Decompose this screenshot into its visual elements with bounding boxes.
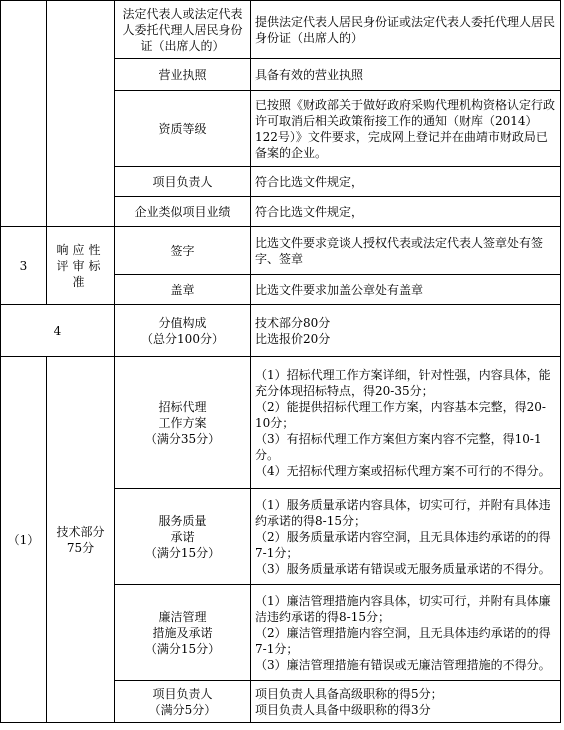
item-name-plan: 招标代理 工作方案 （满分35分）: [115, 357, 251, 489]
section-category-response: 响应性 评审标准: [47, 227, 115, 305]
section-index-1: （1）: [1, 357, 47, 723]
item-name-score: 分值构成 （总分100分）: [115, 305, 251, 357]
item-name-qualification: 资质等级: [115, 91, 251, 167]
section-index-3: 3: [1, 227, 47, 305]
table-row: [1, 305, 561, 357]
section-category-tech: 技术部分 75分: [47, 357, 115, 723]
item-desc-service: （1）服务质量承诺内容具体，切实可行，并附有具体违约承诺的得8-15分； （2）服务质量承诺内容空洞，且无具体违约承诺的的得7-1分； （3）服务质量承诺有错误或无服务质量承诺的不得分。: [251, 489, 561, 585]
item-name-service: 服务质量 承诺 （满分15分）: [115, 489, 251, 585]
index-cell-empty: [1, 1, 47, 227]
item-desc-qualification: 已按照《财政部关于做好政府采购代理机构资格认定行政许可取消后相关政策衔接工作的通知（财库（2014）122号）》文件要求，完成网上登记并在曲靖市财政局已备案的企业。: [251, 91, 561, 167]
item-desc-project-leader: 符合比选文件规定，: [251, 167, 561, 197]
item-name-integrity: 廉洁管理 措施及承诺 （满分15分）: [115, 585, 251, 681]
section-index-4: 4: [1, 305, 115, 357]
item-desc-plan: （1）招标代理工作方案详细，针对性强，内容具体，能充分体现招标特点，得20-35分； （2）能提供招标代理工作方案，内容基本完整，得20-10分； （3）有招标代理工作方案但方案内容不完整，得10-1分。 （4）无招标代理方案或招标代理方案不可行的不得分。: [251, 357, 561, 489]
table-row: [1, 357, 561, 489]
item-name-project-leader: 项目负责人: [115, 167, 251, 197]
item-name-leader: 项目负责人 （满分5分）: [115, 681, 251, 723]
item-name-sign: 签字: [115, 227, 251, 275]
table-row: [1, 1, 561, 59]
item-name-license: 营业执照: [115, 59, 251, 91]
item-name-performance: 企业类似项目业绩: [115, 197, 251, 227]
category-cell-empty: [47, 1, 115, 227]
table-row: [1, 227, 561, 275]
item-name-legal-rep: 法定代表人或法定代表人委托代理人居民身份证（出席人的）: [115, 1, 251, 59]
item-desc-leader: 项目负责人具备高级职称的得5分； 项目负责人具备中级职称的得3分: [251, 681, 561, 723]
item-desc-sign: 比选文件要求竞谈人授权代表或法定代表人签章处有签字、签章: [251, 227, 561, 275]
item-name-seal: 盖章: [115, 275, 251, 305]
item-desc-score: 技术部分80分 比选报价20分: [251, 305, 561, 357]
item-desc-seal: 比选文件要求加盖公章处有盖章: [251, 275, 561, 305]
item-desc-legal-rep: 提供法定代表人居民身份证或法定代表人委托代理人居民身份证（出席人的）: [251, 1, 561, 59]
item-desc-license: 具备有效的营业执照: [251, 59, 561, 91]
item-desc-performance: 符合比选文件规定，: [251, 197, 561, 227]
item-desc-integrity: （1）廉洁管理措施内容具体，切实可行，并附有具体廉洁违约承诺的得8-15分； （2）廉洁管理措施内容空洞，且无具体违约承诺的的得7-1分； （3）廉洁管理措施有错误或无廉洁管理措施的不得分。: [251, 585, 561, 681]
